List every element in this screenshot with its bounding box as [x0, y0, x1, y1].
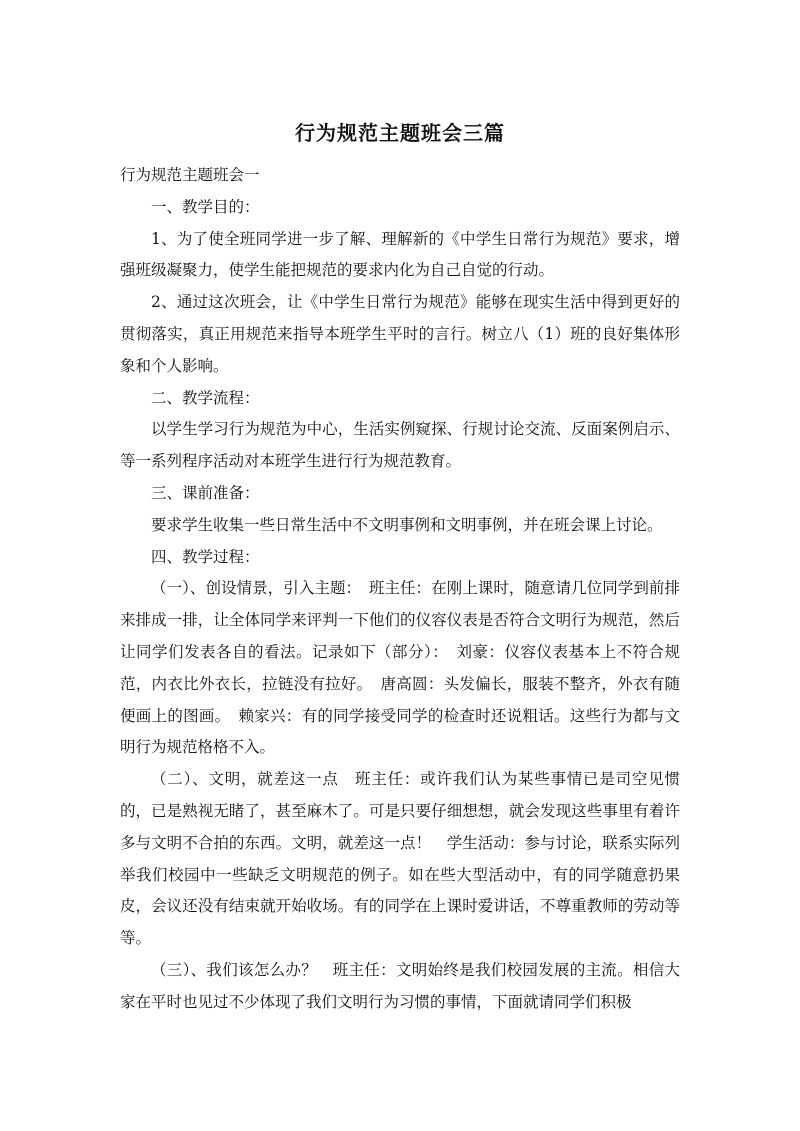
paragraph-process-1: （一）、创设情景，引入主题： 班主任：在刚上课时，随意请几位同学到前排来排成一排，让全体同学来评判一下他们的仪容仪表是否符合文明行为规范，然后让同学们发表各自的看法。记录如下（部分）： 刘豪：仪容仪表基本上不符合规范，内衣比外衣长，拉链没有拉好。 唐高圆：头发偏长，服装不整齐，外衣有随便画上的图画。 赖家兴：有的同学接受同学的检查时还说粗话。这些行为都与文明行为规范格格不入。 — [120, 579, 680, 757]
paragraph-process-3: （三）、我们该怎么办？ 班主任：文明始终是我们校园发展的主流。相信大家在平时也见过不少体现了我们文明行为习惯的事情，下面就请同学们积极 — [120, 960, 680, 1011]
heading-teaching-process: 四、教学过程： — [151, 547, 260, 566]
paragraph-process-2: （二）、文明，就差这一点 班主任：或许我们认为某些事情已是司空见惯的，已是熟视无睹了，甚至麻木了。可是只要仔细想想，就会发现这些事里有着许多与文明不合拍的东西。文明，就差这一点！ 学生活动：参与讨论，联系实际列举我们校园中一些缺乏文明规范的例子。如在些大型活动中，有的同学随意扔果皮，会议还没有结束就开始收场。有的同学在上课时爱讲话，不尊重教师的劳动等等。 — [120, 770, 680, 948]
heading-teaching-flow: 二、教学流程： — [151, 388, 260, 407]
paragraph-goal-2: 2、通过这次班会，让《中学生日常行为规范》能够在现实生活中得到更好的贯彻落实，真正用规范来指导本班学生平时的言行。树立八（1）班的良好集体形象和个人影响。 — [120, 293, 680, 375]
paragraph-teaching-flow: 以学生学习行为规范为中心，生活实例窥探、行规讨论交流、反面案例启示、等一系列程序活动对本班学生进行行为规范教育。 — [120, 420, 680, 471]
paragraph-preparation: 要求学生收集一些日常生活中不文明事例和文明事例，并在班会课上讨论。 — [151, 515, 663, 534]
section-subtitle: 行为规范主题班会一 — [120, 166, 260, 184]
heading-preparation: 三、课前准备： — [151, 483, 260, 502]
document-title: 行为规范主题班会三篇 — [295, 121, 505, 145]
heading-teaching-goal: 一、教学目的： — [151, 197, 260, 216]
paragraph-goal-1: 1、为了使全班同学进一步了解、理解新的《中学生日常行为规范》要求，增强班级凝聚力，使学生能把规范的要求内化为自己自觉的行动。 — [120, 229, 680, 280]
